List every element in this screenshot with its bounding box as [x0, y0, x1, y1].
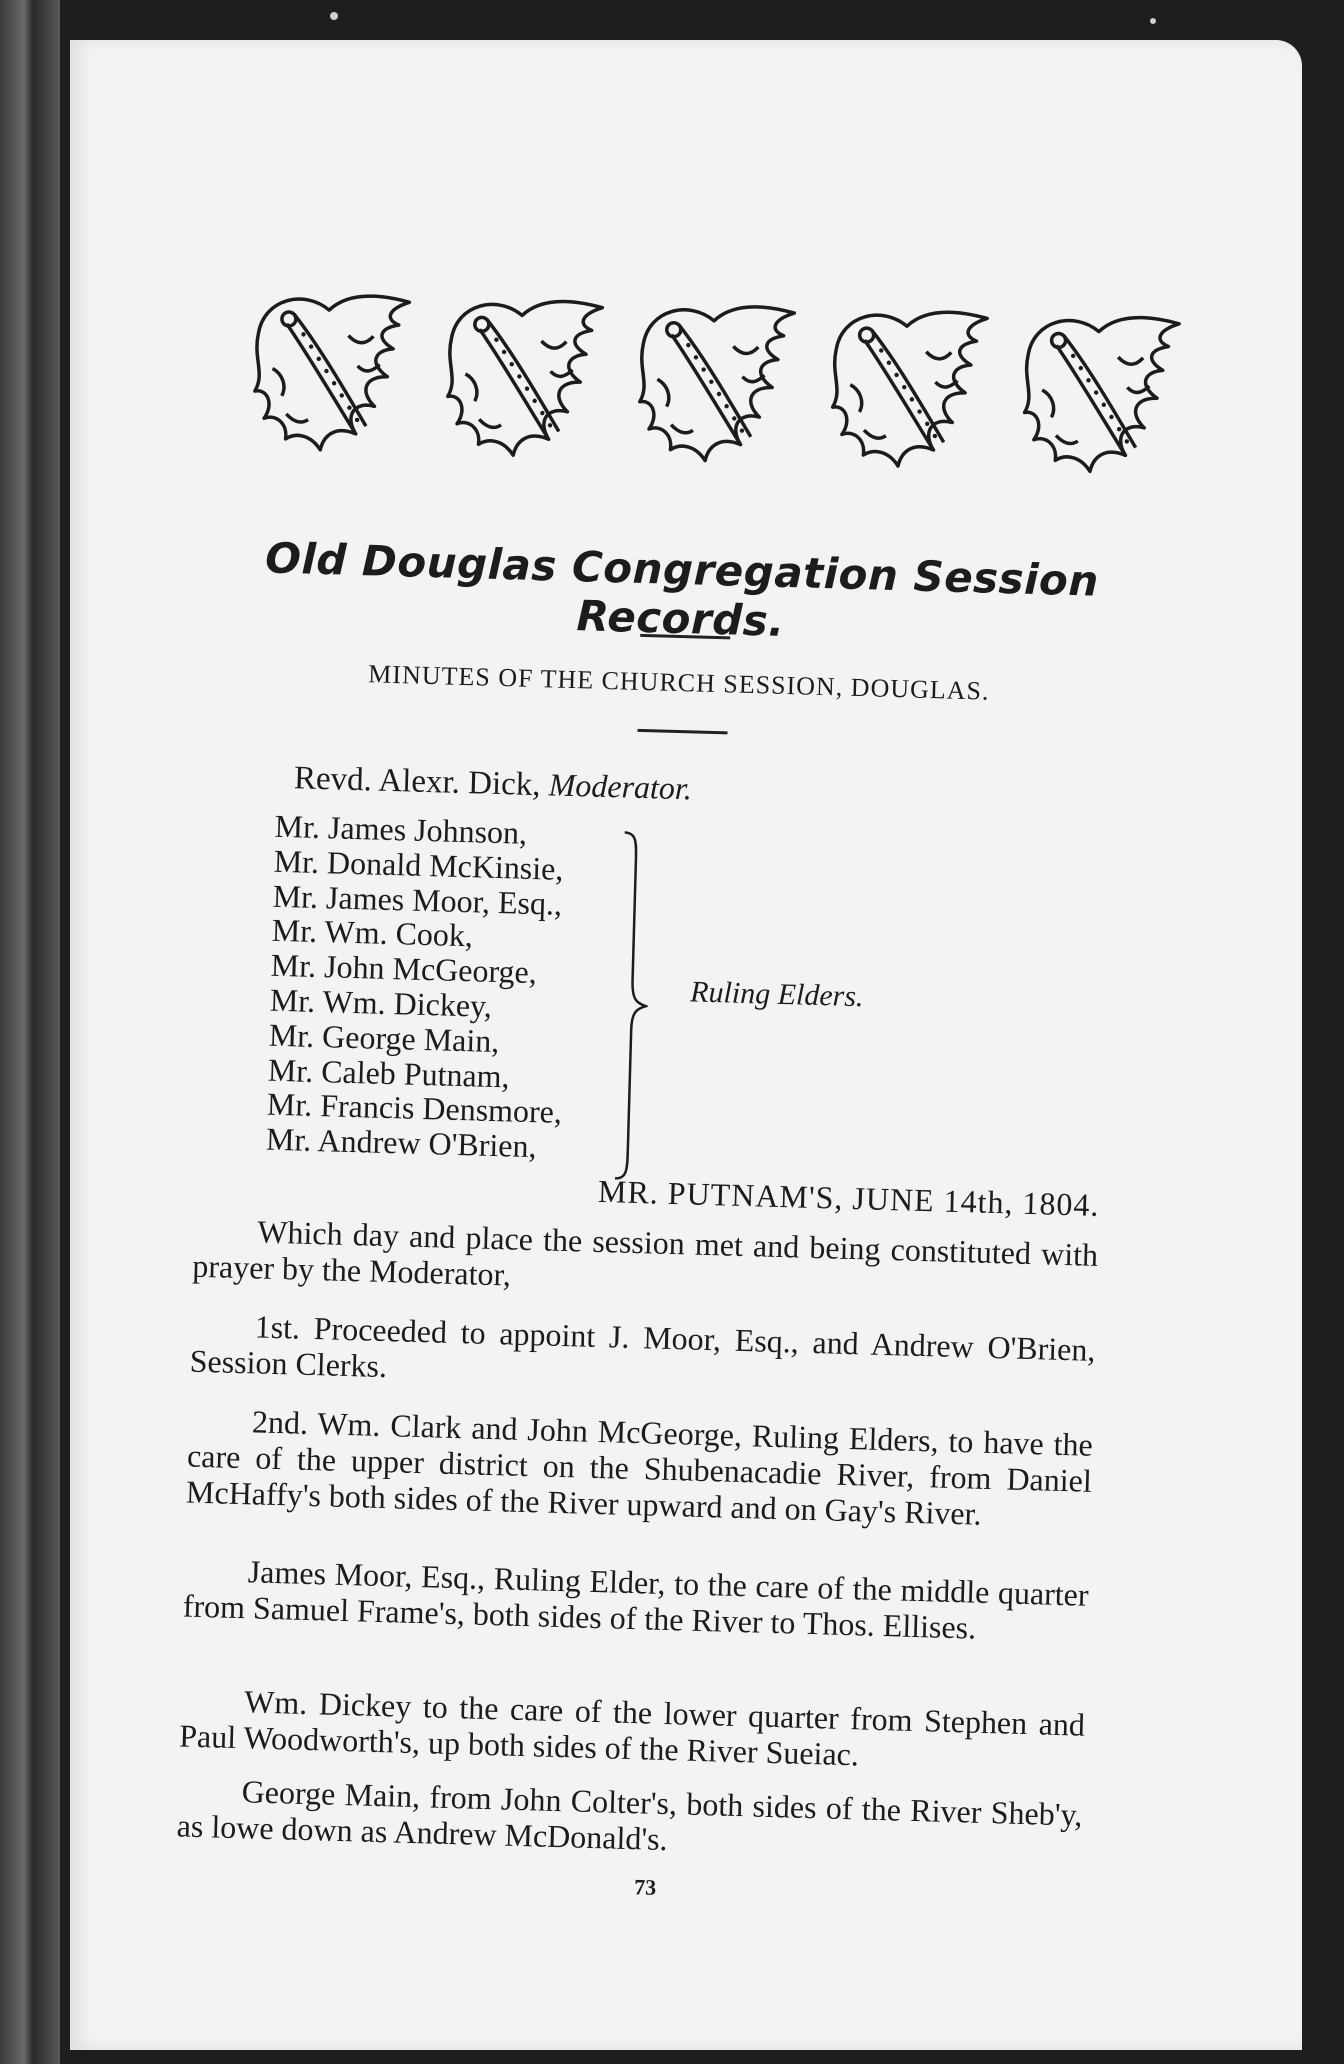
- elder-name: Mr. Wm. Dickey,: [269, 981, 493, 1024]
- page-content: [171, 40, 1167, 2050]
- minutes-paragraph: 1st. Proceeded to appoint J. Moor, Esq., and Andrew O'Brien, Session Clerks.: [189, 1308, 1096, 1385]
- acanthus-leaf-icon: [245, 273, 420, 458]
- ornament-row: [244, 273, 1190, 519]
- elder-name: Mr. George Main,: [268, 1016, 500, 1059]
- minutes-paragraph: Which day and place the session met and being constituted with prayer by the Moderator,: [191, 1213, 1099, 1293]
- elder-name: Mr. Wm. Cook,: [271, 912, 474, 954]
- acanthus-leaf-icon: [438, 278, 613, 463]
- page-title: Old Douglas Congregation Session Records.: [264, 533, 1100, 646]
- dateline: MR. PUTNAM'S, JUNE 14th, 1804.: [597, 1172, 1100, 1223]
- section-subtitle: MINUTES OF THE CHURCH SESSION, DOUGLAS.: [367, 659, 990, 706]
- page-number: 73: [633, 1874, 657, 1900]
- scanner-bed-edge: [0, 0, 60, 2064]
- elder-name: Mr. Francis Densmore,: [266, 1086, 563, 1131]
- acanthus-leaf-icon: [1015, 294, 1190, 479]
- right-brace-icon: [613, 830, 653, 1181]
- elder-name: Mr. Andrew O'Brien,: [265, 1120, 538, 1165]
- moderator-role: Moderator.: [548, 766, 693, 807]
- minutes-paragraph: George Main, from John Colter's, both sides of the River Sheb'y, as lowe down as Andrew McDonald's.: [176, 1773, 1083, 1858]
- elder-name: Mr. James Johnson,: [274, 807, 528, 851]
- ruling-elders-label: Ruling Elders.: [689, 975, 864, 1014]
- elder-name: Mr. Caleb Putnam,: [267, 1051, 511, 1094]
- moderator-name: Revd. Alexr. Dick,: [293, 760, 542, 804]
- dust-speck: [330, 12, 338, 20]
- subtitle-divider: [638, 729, 728, 735]
- dust-speck: [1150, 18, 1156, 24]
- minutes-paragraph: 2nd. Wm. Clark and John McGeorge, Ruling Elders, to have the care of the upper district on the Shubenacadie River, from Daniel McHaffy's both sides of the River upward and on Gay's River.: [185, 1403, 1094, 1532]
- elder-name: Mr. John McGeorge,: [270, 946, 538, 991]
- moderator-line: [294, 759, 693, 808]
- acanthus-leaf-icon: [630, 284, 805, 469]
- book-page: [70, 40, 1302, 2050]
- elders-list: [265, 809, 605, 1166]
- minutes-paragraph: Wm. Dickey to the care of the lower quarter from Stephen and Paul Woodworth's, up both sides of the River Sueiac.: [178, 1683, 1086, 1773]
- minutes-paragraph: James Moor, Esq., Ruling Elder, to the care of the middle quarter from Samuel Frame's, both sides of the River to Thos. Ellises.: [182, 1553, 1090, 1646]
- elder-name: Mr. Donald McKinsie,: [273, 842, 564, 887]
- elder-name: Mr. James Moor, Esq.,: [272, 877, 563, 922]
- acanthus-leaf-icon: [822, 289, 997, 474]
